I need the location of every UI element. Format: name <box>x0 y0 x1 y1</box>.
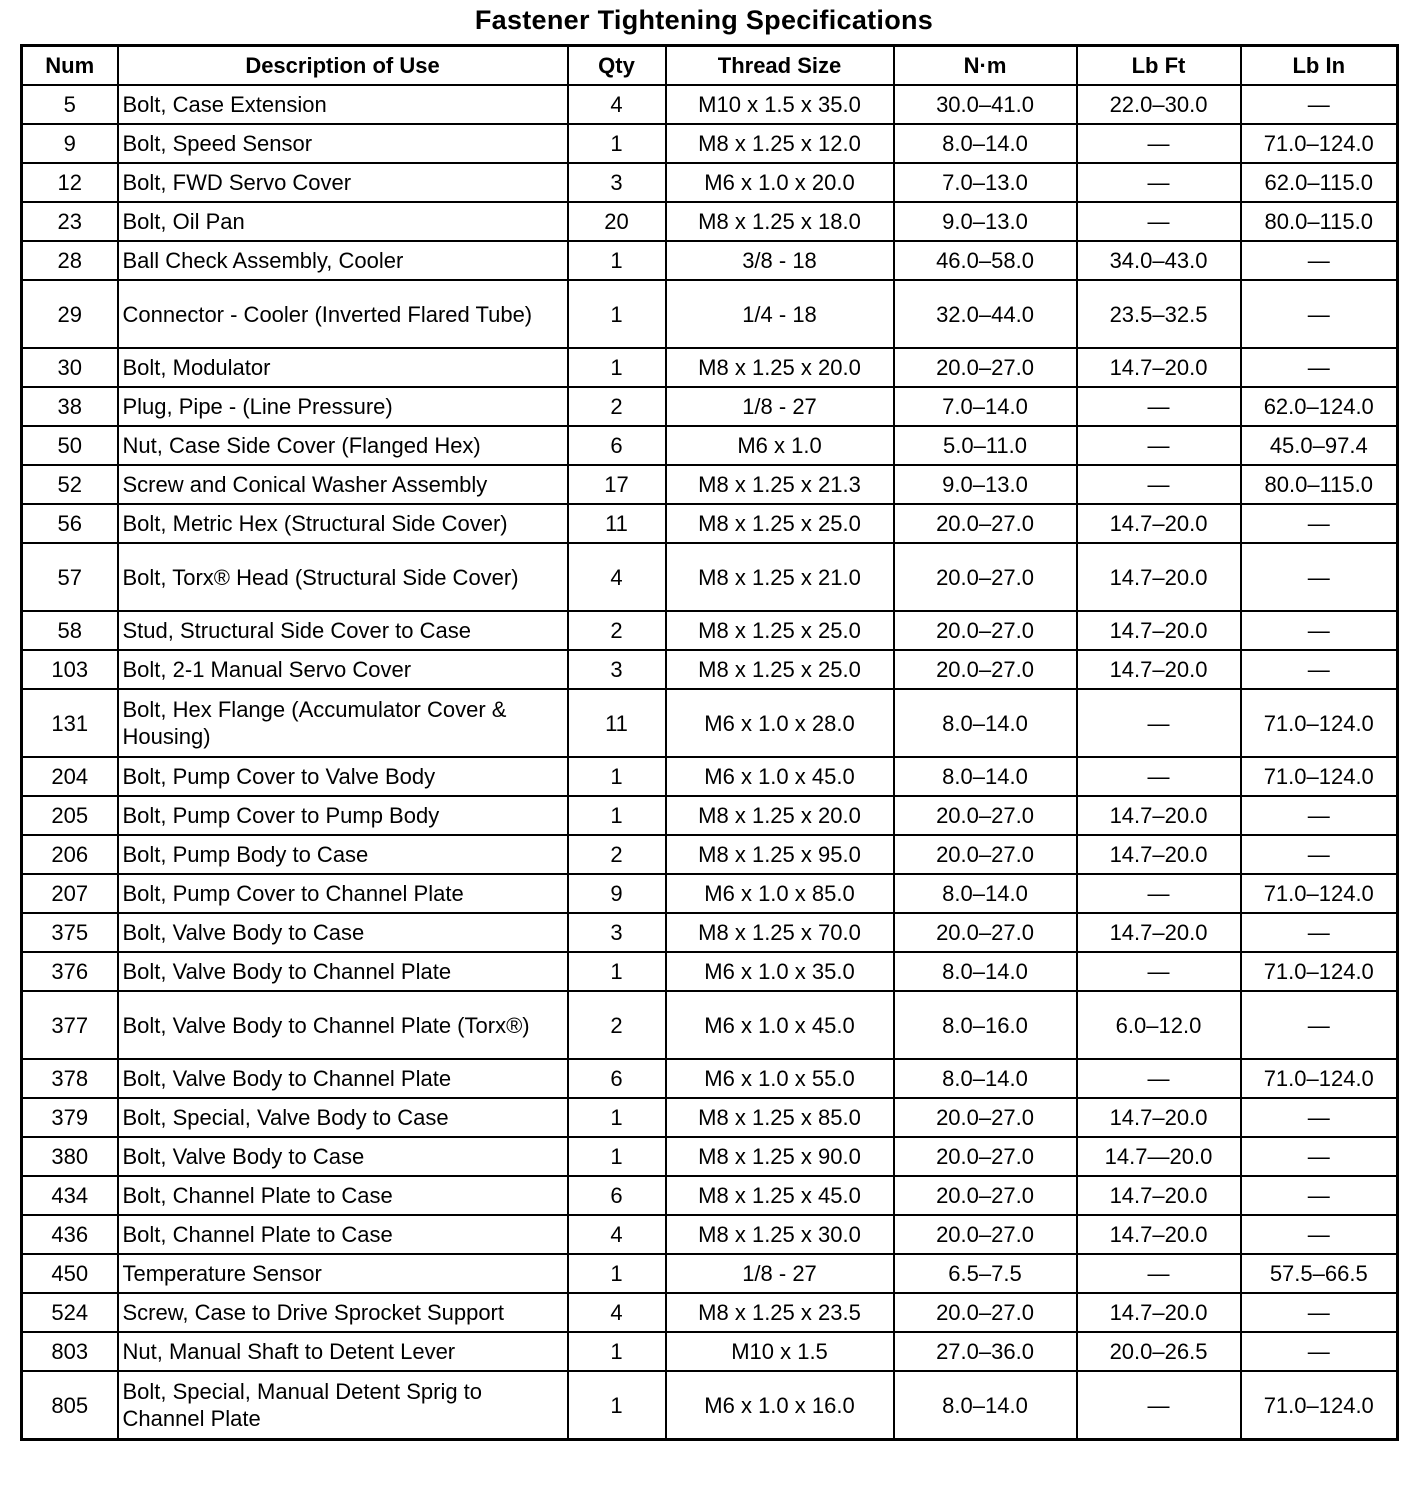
cell-description: Bolt, Modulator <box>118 348 568 387</box>
cell-thread-size: M6 x 1.0 x 20.0 <box>666 163 894 202</box>
cell-nm: 8.0–14.0 <box>894 1059 1077 1098</box>
header-qty: Qty <box>568 46 666 86</box>
cell-lb-in: 71.0–124.0 <box>1241 124 1398 163</box>
cell-description: Bolt, Pump Body to Case <box>118 835 568 874</box>
cell-lb-in: — <box>1241 504 1398 543</box>
cell-description: Bolt, Pump Cover to Channel Plate <box>118 874 568 913</box>
cell-qty: 1 <box>568 1098 666 1137</box>
cell-lb-in: 45.0–97.4 <box>1241 426 1398 465</box>
table-row <box>22 387 1398 426</box>
header-thread-size: Thread Size <box>666 46 894 86</box>
table-row <box>22 1293 1398 1332</box>
cell-nm: 20.0–27.0 <box>894 543 1077 611</box>
cell-lb-ft: 22.0–30.0 <box>1077 85 1241 124</box>
cell-qty: 6 <box>568 1059 666 1098</box>
cell-qty: 1 <box>568 348 666 387</box>
table-row <box>22 796 1398 835</box>
table-row <box>22 280 1398 348</box>
cell-lb-ft: — <box>1077 124 1241 163</box>
cell-lb-ft: 6.0–12.0 <box>1077 991 1241 1059</box>
cell-qty: 1 <box>568 1332 666 1371</box>
cell-num: 5 <box>22 85 118 124</box>
cell-qty: 9 <box>568 874 666 913</box>
cell-description: Bolt, Valve Body to Case <box>118 913 568 952</box>
cell-nm: 20.0–27.0 <box>894 650 1077 689</box>
cell-lb-in: 57.5–66.5 <box>1241 1254 1398 1293</box>
cell-thread-size: M6 x 1.0 x 85.0 <box>666 874 894 913</box>
cell-lb-in: — <box>1241 280 1398 348</box>
cell-qty: 6 <box>568 426 666 465</box>
table-row <box>22 1371 1398 1440</box>
cell-nm: 20.0–27.0 <box>894 504 1077 543</box>
cell-num: 376 <box>22 952 118 991</box>
table-row <box>22 689 1398 757</box>
cell-num: 450 <box>22 1254 118 1293</box>
cell-lb-ft: — <box>1077 689 1241 757</box>
cell-description: Temperature Sensor <box>118 1254 568 1293</box>
cell-num: 205 <box>22 796 118 835</box>
cell-thread-size: M8 x 1.25 x 23.5 <box>666 1293 894 1332</box>
cell-thread-size: M6 x 1.0 x 55.0 <box>666 1059 894 1098</box>
cell-num: 524 <box>22 1293 118 1332</box>
cell-nm: 20.0–27.0 <box>894 1176 1077 1215</box>
cell-description: Bolt, Speed Sensor <box>118 124 568 163</box>
cell-lb-ft: 14.7–20.0 <box>1077 611 1241 650</box>
cell-lb-ft: 14.7—20.0 <box>1077 1137 1241 1176</box>
cell-thread-size: M8 x 1.25 x 18.0 <box>666 202 894 241</box>
cell-thread-size: M8 x 1.25 x 25.0 <box>666 504 894 543</box>
cell-lb-in: 71.0–124.0 <box>1241 757 1398 796</box>
cell-num: 29 <box>22 280 118 348</box>
cell-thread-size: M8 x 1.25 x 12.0 <box>666 124 894 163</box>
cell-description: Ball Check Assembly, Cooler <box>118 241 568 280</box>
table-row <box>22 465 1398 504</box>
header-description: Description of Use <box>118 46 568 86</box>
cell-qty: 1 <box>568 757 666 796</box>
cell-lb-in: — <box>1241 1293 1398 1332</box>
cell-nm: 8.0–14.0 <box>894 757 1077 796</box>
table-row <box>22 1059 1398 1098</box>
cell-description: Bolt, Pump Cover to Pump Body <box>118 796 568 835</box>
cell-qty: 11 <box>568 689 666 757</box>
cell-num: 434 <box>22 1176 118 1215</box>
cell-nm: 5.0–11.0 <box>894 426 1077 465</box>
cell-qty: 4 <box>568 1215 666 1254</box>
cell-nm: 20.0–27.0 <box>894 611 1077 650</box>
cell-qty: 3 <box>568 650 666 689</box>
header-nm: N·m <box>894 46 1077 86</box>
header-row <box>22 46 1398 86</box>
cell-lb-in: 71.0–124.0 <box>1241 1371 1398 1440</box>
cell-num: 38 <box>22 387 118 426</box>
cell-lb-in: — <box>1241 835 1398 874</box>
cell-description: Bolt, 2-1 Manual Servo Cover <box>118 650 568 689</box>
cell-lb-ft: — <box>1077 1254 1241 1293</box>
page-title: Fastener Tightening Specifications <box>474 5 934 35</box>
table-row <box>22 1254 1398 1293</box>
cell-num: 206 <box>22 835 118 874</box>
cell-nm: 8.0–14.0 <box>894 689 1077 757</box>
cell-qty: 4 <box>568 1293 666 1332</box>
cell-description: Stud, Structural Side Cover to Case <box>118 611 568 650</box>
cell-qty: 11 <box>568 504 666 543</box>
cell-thread-size: M8 x 1.25 x 85.0 <box>666 1098 894 1137</box>
cell-nm: 20.0–27.0 <box>894 1293 1077 1332</box>
cell-num: 131 <box>22 689 118 757</box>
table-row <box>22 241 1398 280</box>
cell-thread-size: M8 x 1.25 x 95.0 <box>666 835 894 874</box>
cell-thread-size: M6 x 1.0 <box>666 426 894 465</box>
cell-qty: 3 <box>568 163 666 202</box>
cell-nm: 20.0–27.0 <box>894 1137 1077 1176</box>
cell-qty: 2 <box>568 611 666 650</box>
cell-lb-ft: 14.7–20.0 <box>1077 504 1241 543</box>
cell-qty: 20 <box>568 202 666 241</box>
cell-thread-size: 1/8 - 27 <box>666 387 894 426</box>
cell-lb-in: 71.0–124.0 <box>1241 1059 1398 1098</box>
cell-description: Bolt, Case Extension <box>118 85 568 124</box>
cell-nm: 8.0–16.0 <box>894 991 1077 1059</box>
cell-lb-ft: — <box>1077 1059 1241 1098</box>
cell-lb-in: — <box>1241 1215 1398 1254</box>
cell-nm: 7.0–13.0 <box>894 163 1077 202</box>
cell-thread-size: M8 x 1.25 x 21.0 <box>666 543 894 611</box>
cell-num: 57 <box>22 543 118 611</box>
table-row <box>22 543 1398 611</box>
table-row <box>22 835 1398 874</box>
table-row <box>22 426 1398 465</box>
table-row <box>22 952 1398 991</box>
cell-lb-in: — <box>1241 611 1398 650</box>
cell-nm: 8.0–14.0 <box>894 874 1077 913</box>
cell-num: 9 <box>22 124 118 163</box>
cell-lb-ft: 14.7–20.0 <box>1077 913 1241 952</box>
cell-lb-ft: 14.7–20.0 <box>1077 1293 1241 1332</box>
table-row <box>22 757 1398 796</box>
cell-description: Bolt, Torx® Head (Structural Side Cover) <box>118 543 568 611</box>
cell-thread-size: M8 x 1.25 x 20.0 <box>666 796 894 835</box>
cell-lb-ft: — <box>1077 757 1241 796</box>
cell-lb-ft: — <box>1077 387 1241 426</box>
cell-thread-size: 1/4 - 18 <box>666 280 894 348</box>
cell-num: 803 <box>22 1332 118 1371</box>
cell-thread-size: M8 x 1.25 x 30.0 <box>666 1215 894 1254</box>
cell-num: 103 <box>22 650 118 689</box>
cell-qty: 4 <box>568 85 666 124</box>
cell-nm: 20.0–27.0 <box>894 796 1077 835</box>
cell-num: 436 <box>22 1215 118 1254</box>
header-num: Num <box>22 46 118 86</box>
cell-nm: 20.0–27.0 <box>894 835 1077 874</box>
cell-nm: 30.0–41.0 <box>894 85 1077 124</box>
cell-description: Bolt, FWD Servo Cover <box>118 163 568 202</box>
cell-num: 380 <box>22 1137 118 1176</box>
cell-lb-in: 71.0–124.0 <box>1241 952 1398 991</box>
table-row <box>22 202 1398 241</box>
cell-lb-ft: — <box>1077 1371 1241 1440</box>
cell-lb-in: — <box>1241 1332 1398 1371</box>
table-row <box>22 504 1398 543</box>
cell-num: 805 <box>22 1371 118 1440</box>
table-row <box>22 1098 1398 1137</box>
cell-qty: 1 <box>568 241 666 280</box>
cell-description: Connector - Cooler (Inverted Flared Tube) <box>118 280 568 348</box>
cell-qty: 1 <box>568 1254 666 1293</box>
cell-nm: 6.5–7.5 <box>894 1254 1077 1293</box>
cell-thread-size: M6 x 1.0 x 16.0 <box>666 1371 894 1440</box>
cell-qty: 1 <box>568 124 666 163</box>
cell-num: 23 <box>22 202 118 241</box>
cell-qty: 2 <box>568 835 666 874</box>
cell-lb-ft: 14.7–20.0 <box>1077 1098 1241 1137</box>
table-row <box>22 991 1398 1059</box>
cell-qty: 2 <box>568 991 666 1059</box>
cell-lb-ft: 14.7–20.0 <box>1077 650 1241 689</box>
cell-description: Bolt, Valve Body to Channel Plate <box>118 1059 568 1098</box>
cell-qty: 2 <box>568 387 666 426</box>
cell-description: Bolt, Channel Plate to Case <box>118 1176 568 1215</box>
table-row <box>22 1137 1398 1176</box>
cell-lb-in: — <box>1241 348 1398 387</box>
header-lb-in: Lb In <box>1241 46 1398 86</box>
cell-nm: 7.0–14.0 <box>894 387 1077 426</box>
cell-thread-size: M8 x 1.25 x 21.3 <box>666 465 894 504</box>
cell-nm: 32.0–44.0 <box>894 280 1077 348</box>
cell-lb-ft: — <box>1077 465 1241 504</box>
header-lb-ft: Lb Ft <box>1077 46 1241 86</box>
fastener-spec-table <box>20 44 1399 1441</box>
cell-lb-ft: 20.0–26.5 <box>1077 1332 1241 1371</box>
cell-qty: 1 <box>568 1371 666 1440</box>
cell-thread-size: M8 x 1.25 x 25.0 <box>666 611 894 650</box>
cell-lb-ft: — <box>1077 426 1241 465</box>
cell-num: 30 <box>22 348 118 387</box>
cell-lb-ft: — <box>1077 952 1241 991</box>
cell-description: Nut, Case Side Cover (Flanged Hex) <box>118 426 568 465</box>
cell-lb-in: — <box>1241 1137 1398 1176</box>
cell-num: 56 <box>22 504 118 543</box>
cell-lb-ft: 14.7–20.0 <box>1077 1176 1241 1215</box>
cell-description: Bolt, Oil Pan <box>118 202 568 241</box>
cell-description: Bolt, Valve Body to Channel Plate <box>118 952 568 991</box>
cell-lb-in: 80.0–115.0 <box>1241 202 1398 241</box>
cell-thread-size: M10 x 1.5 x 35.0 <box>666 85 894 124</box>
cell-num: 378 <box>22 1059 118 1098</box>
table-row <box>22 874 1398 913</box>
cell-description: Bolt, Special, Manual Detent Sprig to Channel Plate <box>118 1371 568 1440</box>
cell-lb-in: 62.0–115.0 <box>1241 163 1398 202</box>
cell-nm: 8.0–14.0 <box>894 1371 1077 1440</box>
cell-description: Screw and Conical Washer Assembly <box>118 465 568 504</box>
cell-thread-size: M10 x 1.5 <box>666 1332 894 1371</box>
cell-lb-in: — <box>1241 650 1398 689</box>
cell-lb-in: 71.0–124.0 <box>1241 874 1398 913</box>
cell-qty: 1 <box>568 280 666 348</box>
cell-thread-size: M8 x 1.25 x 90.0 <box>666 1137 894 1176</box>
cell-num: 207 <box>22 874 118 913</box>
cell-lb-ft: 14.7–20.0 <box>1077 835 1241 874</box>
cell-num: 379 <box>22 1098 118 1137</box>
cell-nm: 20.0–27.0 <box>894 1098 1077 1137</box>
cell-thread-size: M6 x 1.0 x 45.0 <box>666 991 894 1059</box>
table-row <box>22 163 1398 202</box>
cell-nm: 9.0–13.0 <box>894 202 1077 241</box>
cell-description: Bolt, Metric Hex (Structural Side Cover) <box>118 504 568 543</box>
table-row <box>22 124 1398 163</box>
cell-qty: 3 <box>568 913 666 952</box>
cell-qty: 4 <box>568 543 666 611</box>
cell-num: 52 <box>22 465 118 504</box>
cell-description: Nut, Manual Shaft to Detent Lever <box>118 1332 568 1371</box>
cell-description: Bolt, Channel Plate to Case <box>118 1215 568 1254</box>
cell-lb-in: — <box>1241 796 1398 835</box>
table-row <box>22 650 1398 689</box>
table-row <box>22 611 1398 650</box>
cell-lb-ft: — <box>1077 874 1241 913</box>
cell-lb-ft: 14.7–20.0 <box>1077 543 1241 611</box>
table-row <box>22 85 1398 124</box>
cell-nm: 20.0–27.0 <box>894 1215 1077 1254</box>
cell-qty: 17 <box>568 465 666 504</box>
cell-nm: 46.0–58.0 <box>894 241 1077 280</box>
cell-lb-in: — <box>1241 913 1398 952</box>
cell-thread-size: M8 x 1.25 x 20.0 <box>666 348 894 387</box>
cell-thread-size: M8 x 1.25 x 70.0 <box>666 913 894 952</box>
cell-lb-ft: 23.5–32.5 <box>1077 280 1241 348</box>
cell-nm: 9.0–13.0 <box>894 465 1077 504</box>
cell-lb-in: — <box>1241 1176 1398 1215</box>
cell-lb-ft: — <box>1077 202 1241 241</box>
table-row <box>22 1176 1398 1215</box>
cell-num: 50 <box>22 426 118 465</box>
cell-description: Bolt, Pump Cover to Valve Body <box>118 757 568 796</box>
cell-lb-ft: 14.7–20.0 <box>1077 348 1241 387</box>
cell-lb-in: — <box>1241 241 1398 280</box>
cell-nm: 20.0–27.0 <box>894 348 1077 387</box>
cell-thread-size: M6 x 1.0 x 28.0 <box>666 689 894 757</box>
cell-lb-in: 80.0–115.0 <box>1241 465 1398 504</box>
cell-description: Screw, Case to Drive Sprocket Support <box>118 1293 568 1332</box>
cell-num: 377 <box>22 991 118 1059</box>
cell-thread-size: 1/8 - 27 <box>666 1254 894 1293</box>
cell-qty: 1 <box>568 952 666 991</box>
cell-thread-size: M6 x 1.0 x 35.0 <box>666 952 894 991</box>
cell-lb-ft: 34.0–43.0 <box>1077 241 1241 280</box>
cell-thread-size: M8 x 1.25 x 45.0 <box>666 1176 894 1215</box>
cell-lb-in: — <box>1241 991 1398 1059</box>
cell-description: Plug, Pipe - (Line Pressure) <box>118 387 568 426</box>
cell-lb-in: — <box>1241 85 1398 124</box>
cell-num: 28 <box>22 241 118 280</box>
cell-lb-ft: — <box>1077 163 1241 202</box>
cell-description: Bolt, Valve Body to Case <box>118 1137 568 1176</box>
cell-description: Bolt, Hex Flange (Accumulator Cover & Housing) <box>118 689 568 757</box>
cell-description: Bolt, Valve Body to Channel Plate (Torx®) <box>118 991 568 1059</box>
table-row <box>22 1215 1398 1254</box>
cell-num: 375 <box>22 913 118 952</box>
cell-lb-in: — <box>1241 1098 1398 1137</box>
cell-nm: 27.0–36.0 <box>894 1332 1077 1371</box>
table-row <box>22 913 1398 952</box>
table-row <box>22 1332 1398 1371</box>
table-row <box>22 348 1398 387</box>
cell-nm: 20.0–27.0 <box>894 913 1077 952</box>
cell-thread-size: M6 x 1.0 x 45.0 <box>666 757 894 796</box>
cell-num: 204 <box>22 757 118 796</box>
cell-lb-ft: 14.7–20.0 <box>1077 796 1241 835</box>
cell-thread-size: M8 x 1.25 x 25.0 <box>666 650 894 689</box>
cell-nm: 8.0–14.0 <box>894 952 1077 991</box>
cell-lb-in: 71.0–124.0 <box>1241 689 1398 757</box>
cell-qty: 6 <box>568 1176 666 1215</box>
cell-nm: 8.0–14.0 <box>894 124 1077 163</box>
cell-qty: 1 <box>568 1137 666 1176</box>
cell-lb-in: — <box>1241 543 1398 611</box>
cell-num: 58 <box>22 611 118 650</box>
cell-num: 12 <box>22 163 118 202</box>
cell-lb-ft: 14.7–20.0 <box>1077 1215 1241 1254</box>
cell-description: Bolt, Special, Valve Body to Case <box>118 1098 568 1137</box>
cell-thread-size: 3/8 - 18 <box>666 241 894 280</box>
cell-lb-in: 62.0–124.0 <box>1241 387 1398 426</box>
cell-qty: 1 <box>568 796 666 835</box>
